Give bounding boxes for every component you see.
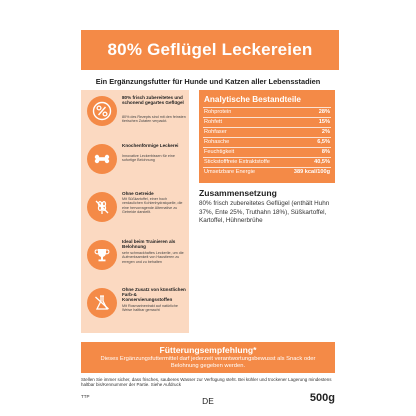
analysis-value: 6,5%	[317, 139, 330, 145]
feeding-text: Dieses Ergänzungsfuttermittel darf jederzeit verantwortungsbewusst als Snack oder Belohnung gegeben werden.	[100, 356, 316, 370]
analysis-value: 15%	[318, 119, 330, 125]
benefit-heading: Knochenförmige Leckerei	[122, 143, 179, 148]
analysis-label: Rohfett	[204, 119, 223, 125]
composition-title: Zusammensetzung	[199, 188, 277, 198]
benefit-heading: Ohne Zusatz von künstlichen Farb-& Konservierungsstoffen	[122, 287, 186, 303]
analysis-label: Feuchtigkeit	[204, 149, 235, 155]
percent-icon	[87, 96, 117, 126]
analysis-value: 389 kcal/100g	[293, 169, 330, 175]
feeding-recommendation-box	[81, 342, 335, 373]
benefit-item	[81, 140, 189, 186]
footer-code: TTP	[81, 394, 90, 399]
benefits-panel	[81, 90, 189, 333]
analysis-row	[203, 117, 331, 127]
analysis-value: 2%	[321, 129, 330, 135]
benefit-heading: Ideal beim Trainieren als Belohnung	[122, 239, 176, 250]
benefit-item	[81, 236, 189, 282]
bone-icon	[87, 144, 117, 174]
net-weight: 500g	[309, 392, 335, 404]
analysis-value: 40,5%	[314, 159, 330, 165]
no-additives-icon	[87, 288, 117, 318]
analysis-table	[199, 90, 335, 183]
benefit-body: Mit Süßkartoffel, einer hoch verdaulichen Kohlenhydratquelle, die eine hervorragende Alternative zu Getreide darstellt.	[122, 197, 183, 215]
storage-note: Stellen Sie immer sicher, dass frisches, sauberes Wasser zur Verfügung steht. Bei kühler und trockener Lagerung mindestens haltbar bis/Kennummer der Partie. Siehe Aufdruck	[81, 377, 332, 388]
analysis-label: Stickstofffreie Extraktstoffe	[204, 159, 270, 165]
analysis-row	[203, 137, 331, 147]
analysis-label: Umsetzbare Energie	[204, 169, 255, 175]
analysis-value: 28%	[318, 109, 330, 115]
title-banner	[81, 30, 339, 70]
analysis-label: Rohprotein	[204, 109, 232, 115]
benefit-body: Innovative Leckerbissen für eine sofortige Belohnung	[122, 154, 175, 163]
benefit-body: Mit Rosmarinextrakt auf natürliche Weise haltbar gemacht	[122, 304, 178, 313]
analysis-label: Rohasche	[204, 139, 230, 145]
analysis-row	[203, 157, 331, 167]
benefit-body: sehr schmackhaftes Leckerlie, um die Aufmerksamkeit von Haustieren zu erregen und zu behalten	[122, 251, 184, 264]
analysis-title: Analytische Bestandteile	[204, 95, 301, 104]
analysis-value: 8%	[321, 149, 330, 155]
product-title: 80% Geflügel Leckereien	[107, 40, 313, 59]
benefit-item	[81, 92, 189, 138]
benefit-heading: 80% frisch zubereitetes und schonend gegartes Geflügel	[122, 95, 184, 106]
benefit-item	[81, 284, 189, 330]
trophy-icon	[87, 240, 117, 270]
analysis-row	[203, 127, 331, 137]
analysis-label: Rohfaser	[204, 129, 227, 135]
benefit-item	[81, 188, 189, 234]
language-code: DE	[202, 396, 214, 406]
analysis-row	[203, 107, 331, 117]
benefit-heading: Ohne Getreide	[122, 191, 154, 196]
analysis-row	[203, 167, 331, 177]
analysis-row	[203, 147, 331, 157]
composition-text: 80% frisch zubereitetes Geflügel (enthält Huhn 37%, Ente 25%, Truthahn 18%), Süßkartoffel, Kartoffel, Hühnerbrühe	[199, 200, 330, 225]
subtitle: Ein Ergänzungsfutter für Hunde und Katzen aller Lebensstadien	[95, 77, 321, 86]
no-grain-icon	[87, 192, 117, 222]
benefit-body: 80% des Rezepts sind mit den feinsten tierischen Zutaten verpackt.	[122, 115, 186, 124]
feeding-title: Fütterungsempfehlung*	[159, 345, 257, 355]
